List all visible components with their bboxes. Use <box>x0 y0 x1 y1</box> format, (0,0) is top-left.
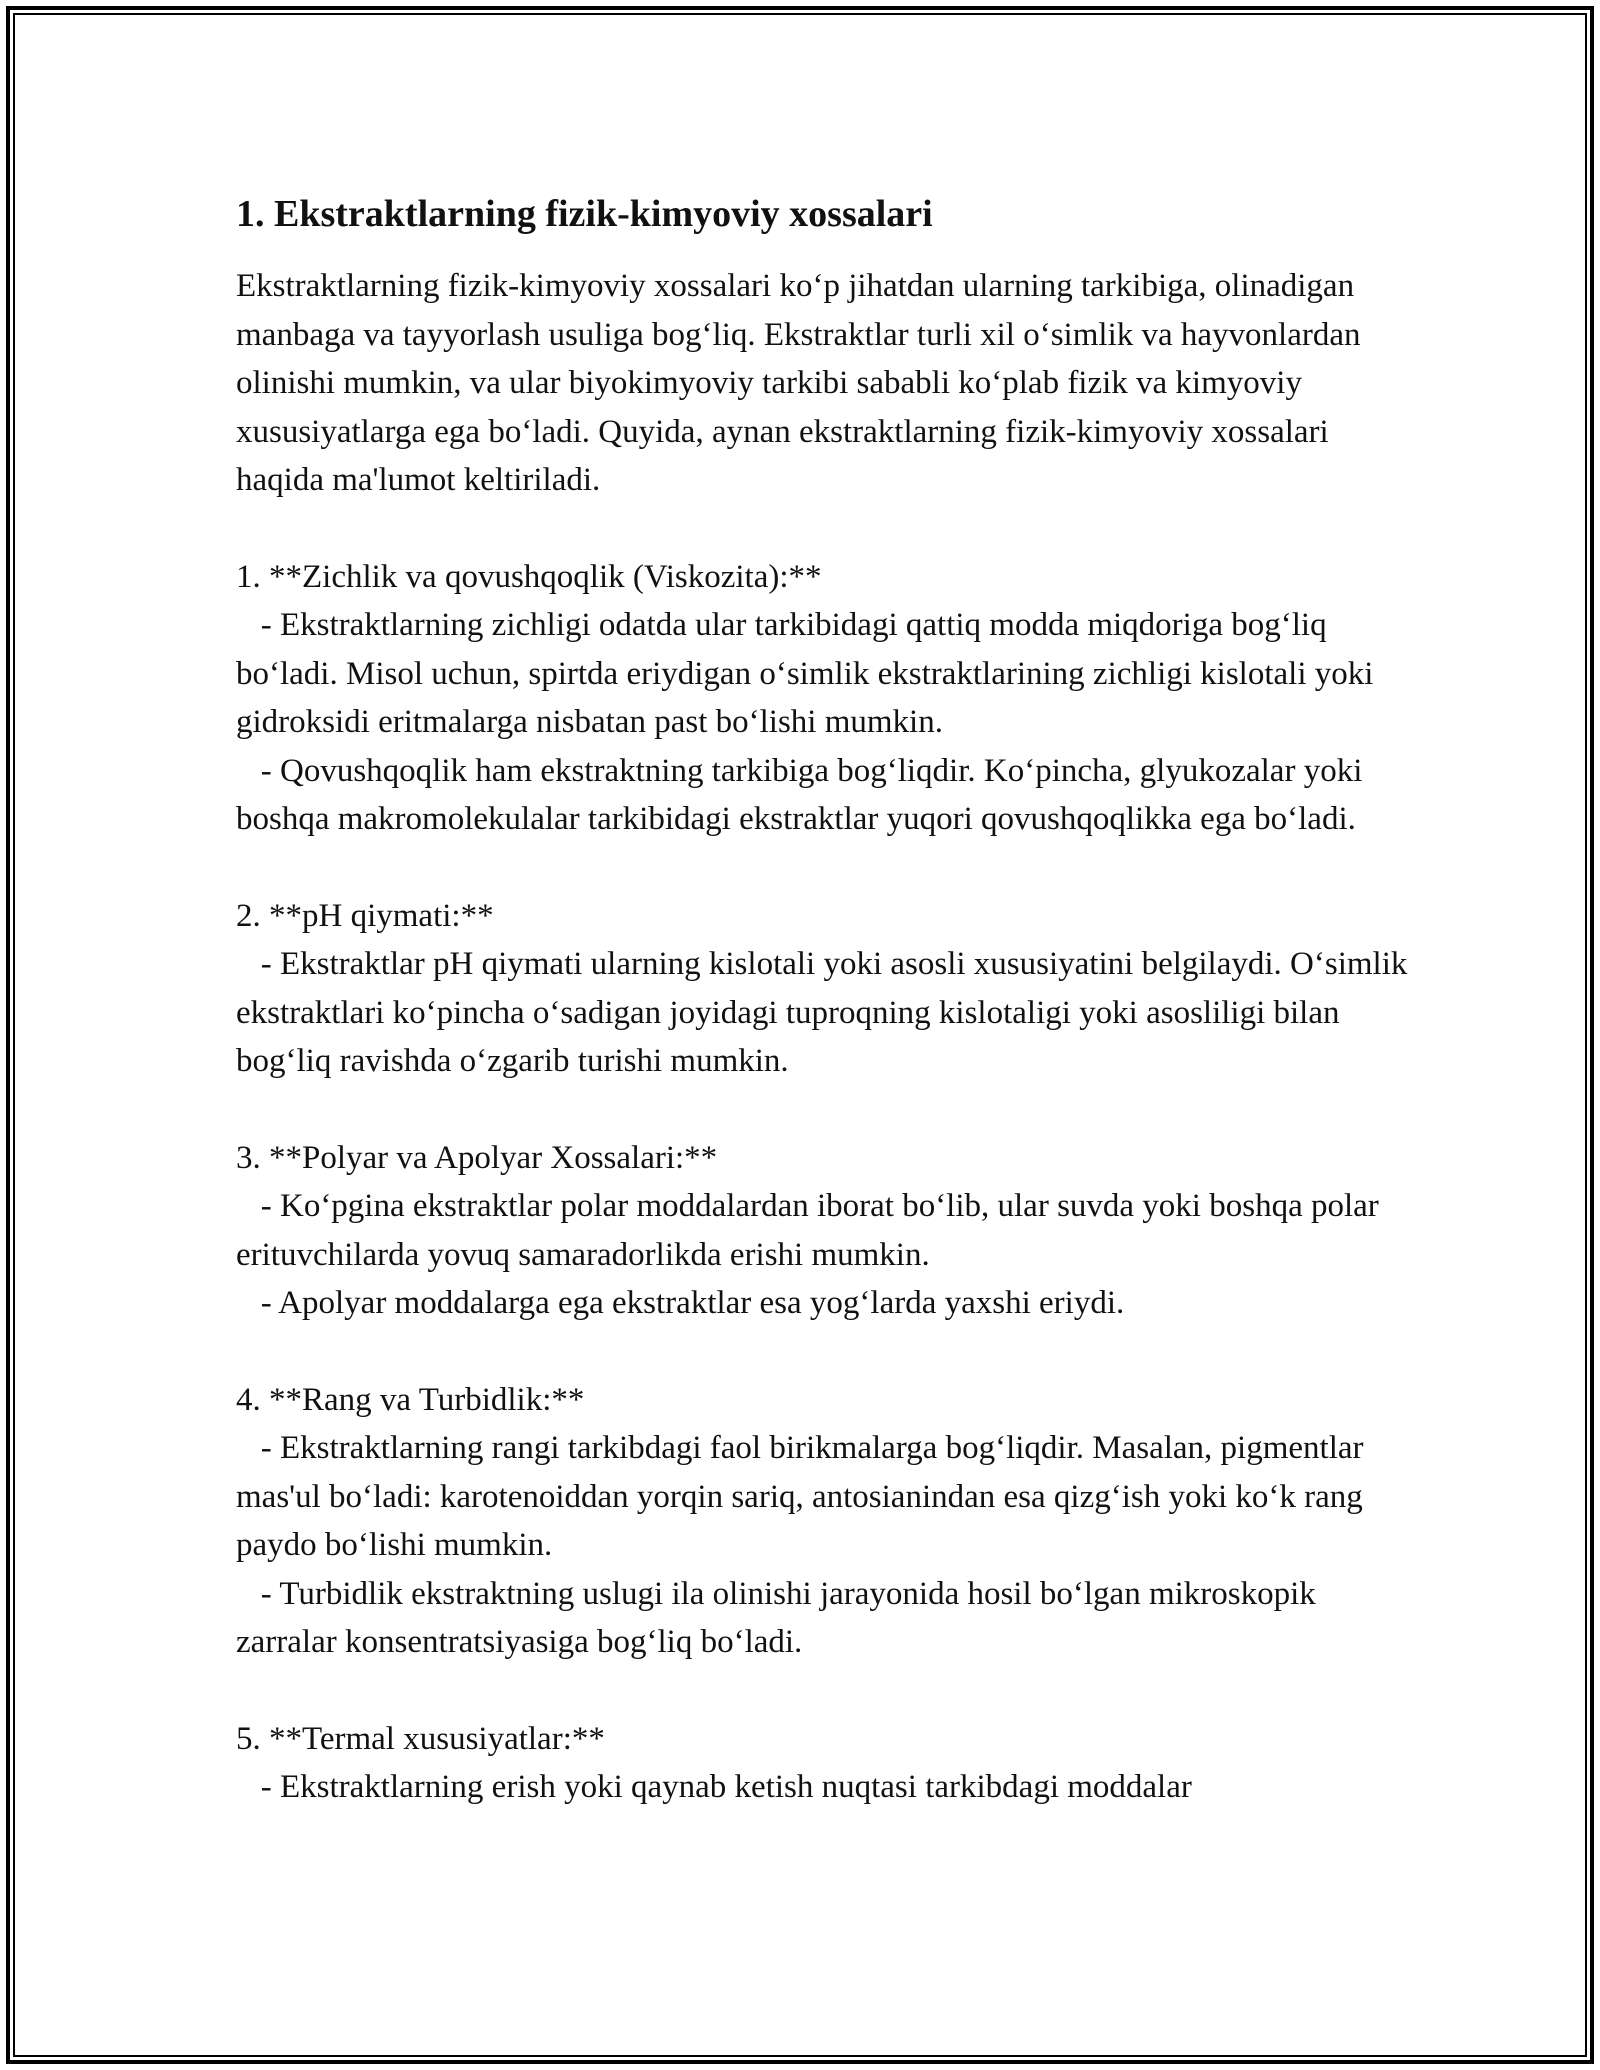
document-body <box>236 186 1416 1812</box>
list-item-heading: 5. **Termal xususiyatlar:** <box>236 1720 605 1757</box>
list-item-bullet: - Ekstraktlarning zichligi odatda ular tarkibidagi qattiq modda miqdoriga bog‘liq bo‘ladi. Misol uchun, spirtda eriydigan o‘simlik ekstraktlarining zichligi kislotali yoki gidroksidi eritmalarga nisbatan past bo‘lishi mumkin. <box>236 607 1374 740</box>
list-item-heading: 2. **pH qiymati:** <box>236 897 494 934</box>
intro-paragraph: Ekstraktlarning fizik-kimyoviy xossalari ko‘p jihatdan ularning tarkibiga, olinadigan manbaga va tayyorlash usuliga bog‘liq. Ekstraktlar turli xil o‘simlik va hayvonlardan olinishi mumkin, va ular biyokimyoviy tarkibi sababli ko‘plab fizik va kimyoviy xususiyatlarga ega bo‘ladi. Quyida, aynan ekstraktlarning fizik-kimyoviy xossalari haqida ma'lumot keltiriladi. <box>236 268 1361 498</box>
list-item-bullet: - Ko‘pgina ekstraktlar polar moddalardan iborat bo‘lib, ular suvda yoki boshqa polar erituvchilarda yovuq samaradorlikda erishi mumkin. <box>236 1188 1379 1273</box>
list-item <box>236 1376 1416 1667</box>
list-item-heading: 4. **Rang va Turbidlik:** <box>236 1381 585 1418</box>
list-item <box>236 553 1416 844</box>
list-item-heading: 1. **Zichlik va qovushqoqlik (Viskozita):** <box>236 558 822 595</box>
list-item-bullet: - Turbidlik ekstraktning uslugi ila olinishi jarayonida hosil bo‘lgan mikroskopik zarralar konsentratsiyasiga bog‘liq bo‘ladi. <box>236 1575 1316 1660</box>
list-item-bullet: - Apolyar moddalarga ega ekstraktlar esa yog‘larda yaxshi eriydi. <box>260 1285 1125 1321</box>
list-item-bullet: - Ekstraktlarning erish yoki qaynab ketish nuqtasi tarkibdagi moddalar <box>260 1769 1192 1805</box>
list-item-bullet: - Ekstraktlar pH qiymati ularning kislotali yoki asosli xususiyatini belgilaydi. O‘simlik ekstraktlari ko‘pincha o‘sadigan joyidagi tuproqning kislotaligi yoki asosliligi bilan bog‘liq ravishda o‘zgarib turishi mumkin. <box>236 946 1408 1079</box>
list-item-heading: 3. **Polyar va Apolyar Xossalari:** <box>236 1139 718 1176</box>
list-item <box>236 1715 1416 1812</box>
list-item <box>236 1134 1416 1328</box>
list-item-bullet: - Ekstraktlarning rangi tarkibdagi faol birikmalarga bog‘liqdir. Masalan, pigmentlar mas'ul bo‘ladi: karotenoiddan yorqin sariq, antosianindan esa qizg‘ish yoki ko‘k rang paydo bo‘lishi mumkin. <box>236 1430 1364 1563</box>
list-item-bullet: - Qovushqoqlik ham ekstraktning tarkibiga bog‘liqdir. Ko‘pincha, glyukozalar yoki boshqa makromolekulalar tarkibidagi ekstraktlar yuqori qovushqoqlikka ega bo‘ladi. <box>236 752 1363 837</box>
list-item <box>236 892 1416 1086</box>
section-title: 1. Ekstraktlarning fizik-kimyoviy xossalari <box>236 193 933 235</box>
